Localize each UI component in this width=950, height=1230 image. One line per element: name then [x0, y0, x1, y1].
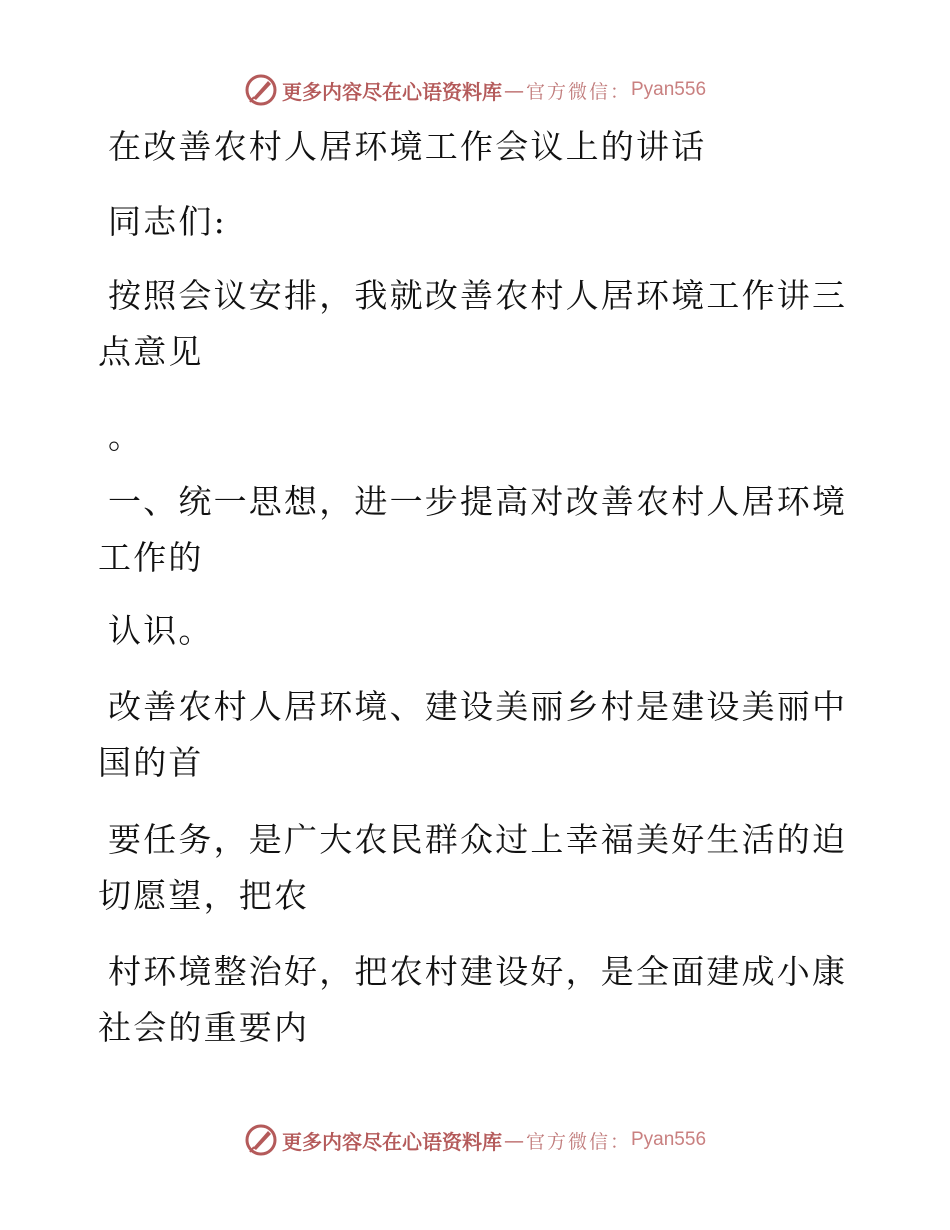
paragraph-line: 社会的重要内 — [98, 1008, 310, 1047]
quill-pen-logo-icon — [244, 1123, 278, 1157]
paragraph-line: 点意见 — [98, 332, 204, 371]
banner-wechat-id: Pyan556 — [631, 79, 707, 100]
paragraph-line: 改善农村人居环境、建设美丽乡村是建设美丽中 — [108, 687, 848, 726]
section-heading-line: 一、统一思想，进一步提高对改善农村人居环境 — [108, 482, 848, 521]
paragraph-line: 国的首 — [98, 743, 204, 782]
paragraph-line: 按照会议安排，我就改善农村人居环境工作讲三 — [108, 276, 848, 315]
header-banner — [0, 70, 950, 110]
banner-wechat-label: 官方微信： — [525, 1130, 631, 1153]
footer-banner — [0, 1120, 950, 1160]
paragraph-line: 切愿望，把农 — [98, 876, 310, 915]
banner-dash: — — [503, 1128, 524, 1152]
banner-wechat-id: Pyan556 — [631, 1129, 707, 1150]
banner-brand: 更多内容尽在心语资料库 — [281, 1129, 502, 1154]
banner-wechat-label: 官方微信： — [525, 80, 631, 103]
salutation: 同志们: — [108, 202, 227, 241]
quill-pen-logo-icon — [244, 73, 278, 107]
section-heading-line: 工作的 — [98, 538, 204, 577]
paragraph-line: 。 — [108, 417, 144, 456]
paragraph-line: 村环境整治好，把农村建设好，是全面建成小康 — [108, 952, 848, 991]
section-heading-line: 认识。 — [108, 611, 214, 650]
banner-brand: 更多内容尽在心语资料库 — [281, 79, 502, 104]
document-title: 在改善农村人居环境工作会议上的讲话 — [108, 127, 707, 166]
banner-dash: — — [503, 78, 524, 102]
paragraph-line: 要任务，是广大农民群众过上幸福美好生活的迫 — [108, 820, 848, 859]
